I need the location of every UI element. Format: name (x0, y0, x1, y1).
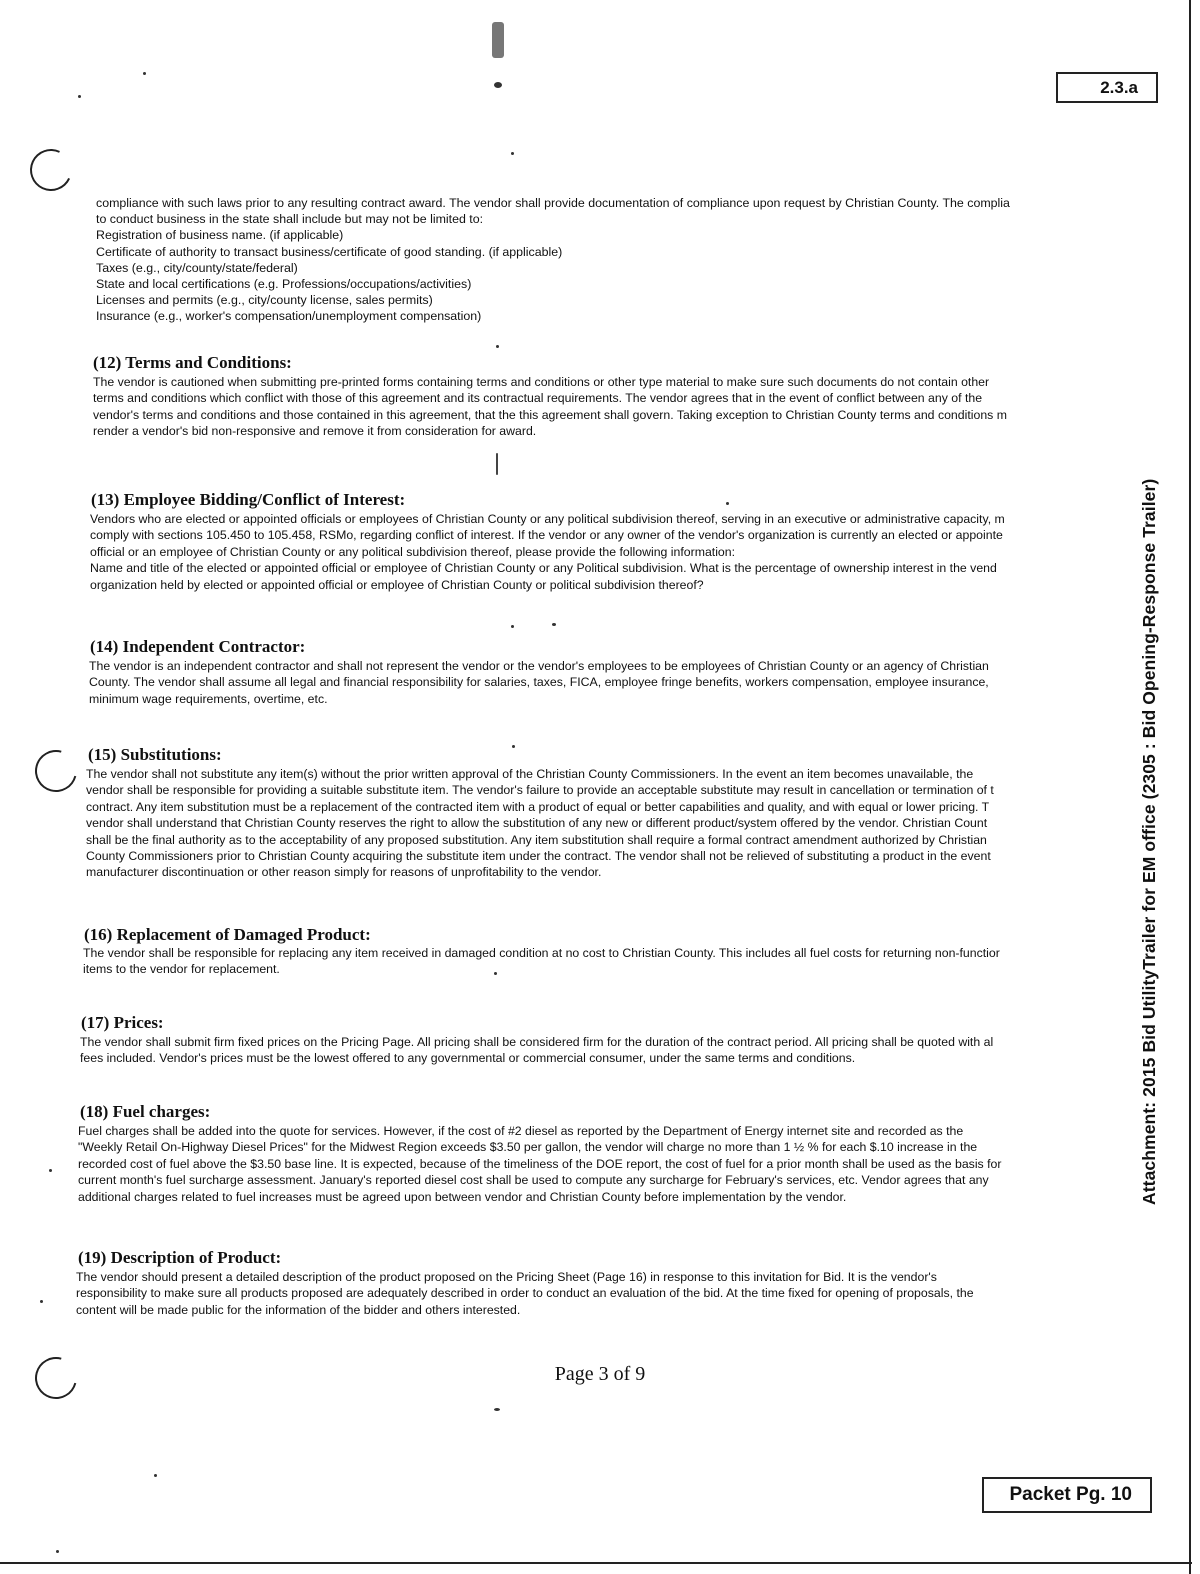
attachment-number-stamp (1056, 72, 1158, 103)
section-body-damaged-product (83, 945, 1118, 978)
packet-page-stamp (982, 1477, 1152, 1513)
intro-line: State and local certifications (e.g. Professions/occupations/activities) (96, 277, 472, 292)
section-body-conflict-of-interest (90, 511, 1125, 593)
section-heading-terms: (12) Terms and Conditions: (93, 353, 292, 372)
section-line: content will be made public for the information of the bidder and others interested. (76, 1302, 521, 1317)
section-line: organization held by elected or appointed official or employee of Christian County or political subdivision thereof? (90, 577, 704, 592)
section-line: responsibility to make sure all products proposed are adequately described in order to conduct an evaluation of the bid. At the time fixed for opening of proposals, the (76, 1286, 974, 1301)
scan-speck (143, 72, 146, 75)
section-heading-fuel-charges: (18) Fuel charges: (80, 1102, 211, 1121)
section-body-independent-contractor (89, 658, 1124, 707)
section-heading-substitutions: (15) Substitutions: (88, 745, 222, 764)
scan-speck (512, 745, 515, 748)
section-line: comply with sections 105.450 to 105.458, RSMo, regarding conflict of interest. If the vendor or any owner of the vendor's organization is currently an elected or appointe (90, 528, 1003, 543)
section-line: Vendors who are elected or appointed officials or employees of Christian County or any political subdivision thereof, serving in an executive or administrative capacity, m (90, 512, 1005, 526)
page-edge-right (1189, 0, 1191, 1574)
section-heading-damaged-product: (16) Replacement of Damaged Product: (84, 925, 371, 944)
intro-line: Registration of business name. (if applicable) (96, 228, 344, 243)
intro-line: compliance with such laws prior to any resulting contract award. The vendor shall provide documentation of compliance upon request by Christian County. The complia (96, 196, 1010, 210)
section-line: render a vendor's bid non-responsive and remove it from consideration for award. (93, 424, 537, 439)
section-line: fees included. Vendor's prices must be the lowest offered to any governmental or commercial consumer, under the same terms and conditions. (80, 1051, 856, 1066)
section-line: County. The vendor shall assume all legal and financial responsibility for salaries, taxes, FICA, employee fringe benefits, workers compensation, employee insurance, (89, 675, 989, 690)
section-line: County Commissioners prior to Christian County acquiring the substitute item under the contract. The vendor shall not be relieved of substituting a product in the event (86, 849, 991, 864)
section-line: The vendor is an independent contractor and shall not represent the vendor or the vendor's employees to be employees of Christian County or an agency of Christian (89, 659, 989, 673)
section-line: terms and conditions which conflict with those of this agreement and its contractual requirements. The vendor agrees that in the event of conflict between any of the (93, 391, 983, 406)
scan-speck (552, 623, 556, 626)
punch-hole-top (24, 143, 78, 197)
scan-speck (496, 345, 499, 348)
section-line: shall be the final authority as to the acceptability of any proposed substitution. Any item substitution shall require a formal contract amendment authorized by Christian (86, 832, 987, 847)
section-line: The vendor shall not substitute any item(s) without the prior written approval of the Christian County Commissioners. In the event an item becomes unavailable, the (86, 767, 974, 781)
section-body-product-description (76, 1269, 1111, 1318)
section-line: Name and title of the elected or appointed official or employee of Christian County or any Political subdivision. What is the percentage of ownership interest in the vend (90, 561, 997, 576)
section-line: minimum wage requirements, overtime, etc. (89, 691, 328, 706)
scan-speck (49, 1169, 52, 1172)
scan-speck (511, 152, 514, 155)
scan-speck (154, 1474, 157, 1477)
section-line: items to the vendor for replacement. (83, 962, 280, 977)
scan-speck (56, 1550, 59, 1553)
page-number: Page 3 of 9 (554, 1363, 646, 1385)
section-line: manufacturer discontinuation or other reason simply for reasons of unprofitability to the vendor. (86, 865, 602, 880)
section-body-fuel-charges (78, 1123, 1113, 1205)
attachment-side-label: Attachment: 2015 Bid UtilityTrailer for EM office (2305 : Bid Opening-Response Trailer) (1139, 478, 1159, 1205)
section-line: vendor's terms and conditions and those contained in this agreement, that the this agreement shall govern. Taking exception to Christian County terms and conditions m (93, 407, 1007, 422)
section-heading-independent-contractor: (14) Independent Contractor: (90, 637, 306, 656)
scan-speck (511, 625, 514, 628)
section-line: official or an employee of Christian County or any political subdivision thereof, please provide the following information: (90, 544, 736, 559)
section-line: recorded cost of fuel above the $3.50 base line. It is expected, because of the timeliness of the DOE report, the cost of fuel for a prior month shall be used as the basis for (78, 1156, 1002, 1171)
section-line: "Weekly Retail On-Highway Diesel Prices" for the Midwest Region exceeds $3.50 per gallon, the vendor will charge no more than 1 ½ % for each $.10 increase in the (78, 1140, 978, 1155)
section-line: The vendor is cautioned when submitting pre-printed forms containing terms and conditions or other type material to make sure such documents do not contain other (93, 375, 990, 389)
section-heading-product-description: (19) Description of Product: (78, 1248, 282, 1267)
intro-line: to conduct business in the state shall include but may not be limited to: (96, 212, 484, 227)
section-line: Fuel charges shall be added into the quote for services. However, if the cost of #2 diesel as reported by the Department of Energy internet site and recorded as the (78, 1124, 964, 1138)
scan-speck (78, 95, 81, 98)
section-line: additional charges related to fuel increases must be agreed upon between vendor and Christian County before implementation by the vendor. (78, 1189, 847, 1204)
intro-block (96, 195, 1126, 325)
intro-line: Insurance (e.g., worker's compensation/unemployment compensation) (96, 309, 482, 324)
section-body-terms (93, 374, 1128, 440)
scan-speck (40, 1300, 43, 1303)
attachment-number: 2.3.a (1100, 78, 1138, 97)
scan-speck (494, 1408, 500, 1411)
section-heading-prices: (17) Prices: (81, 1013, 164, 1032)
section-line: current month's fuel surcharge assessment. January's reported diesel cost shall be used to compute any surcharge for February's services, etc. Vendor agrees that any (78, 1173, 989, 1188)
intro-line: Licenses and permits (e.g., city/county license, sales permits) (96, 293, 433, 308)
section-line: vendor shall be responsible for providing a suitable substitute item. The vendor's failure to provide an acceptable substitute may result in cancellation or termination of t (86, 783, 994, 798)
scan-speck (494, 82, 502, 88)
intro-line: Taxes (e.g., city/county/state/federal) (96, 260, 298, 275)
section-line: vendor shall understand that Christian County reserves the right to allow the substitution of any new or different product/system offered by the vendor. Christian Count (86, 816, 988, 831)
section-line: The vendor shall submit firm fixed prices on the Pricing Page. All pricing shall be considered firm for the duration of the contract period. All pricing shall be quoted with al (80, 1035, 994, 1049)
scan-speck (726, 502, 729, 505)
intro-line: Certificate of authority to transact business/certificate of good standing. (if applicable) (96, 244, 563, 259)
packet-page-number: Packet Pg. 10 (1009, 1484, 1132, 1505)
scan-speck (492, 22, 504, 58)
scan-speck (496, 453, 498, 475)
section-body-substitutions (86, 766, 1121, 881)
section-heading-conflict-of-interest: (13) Employee Bidding/Conflict of Interest: (91, 490, 406, 509)
section-line: The vendor shall be responsible for replacing any item received in damaged condition at no cost to Christian County. This includes all fuel costs for returning non-functior (83, 946, 1000, 960)
section-line: The vendor should present a detailed description of the product proposed on the Pricing Sheet (Page 16) in response to this invitation for Bid. It is the vendor's (76, 1270, 937, 1284)
punch-hole-middle (27, 742, 84, 799)
section-body-prices (80, 1034, 1115, 1067)
page-edge-bottom (0, 1562, 1192, 1564)
section-line: contract. Any item substitution must be a replacement of the contracted item with a product of equal or better capabilities and quality, and with equal or lower pricing. T (86, 799, 990, 814)
